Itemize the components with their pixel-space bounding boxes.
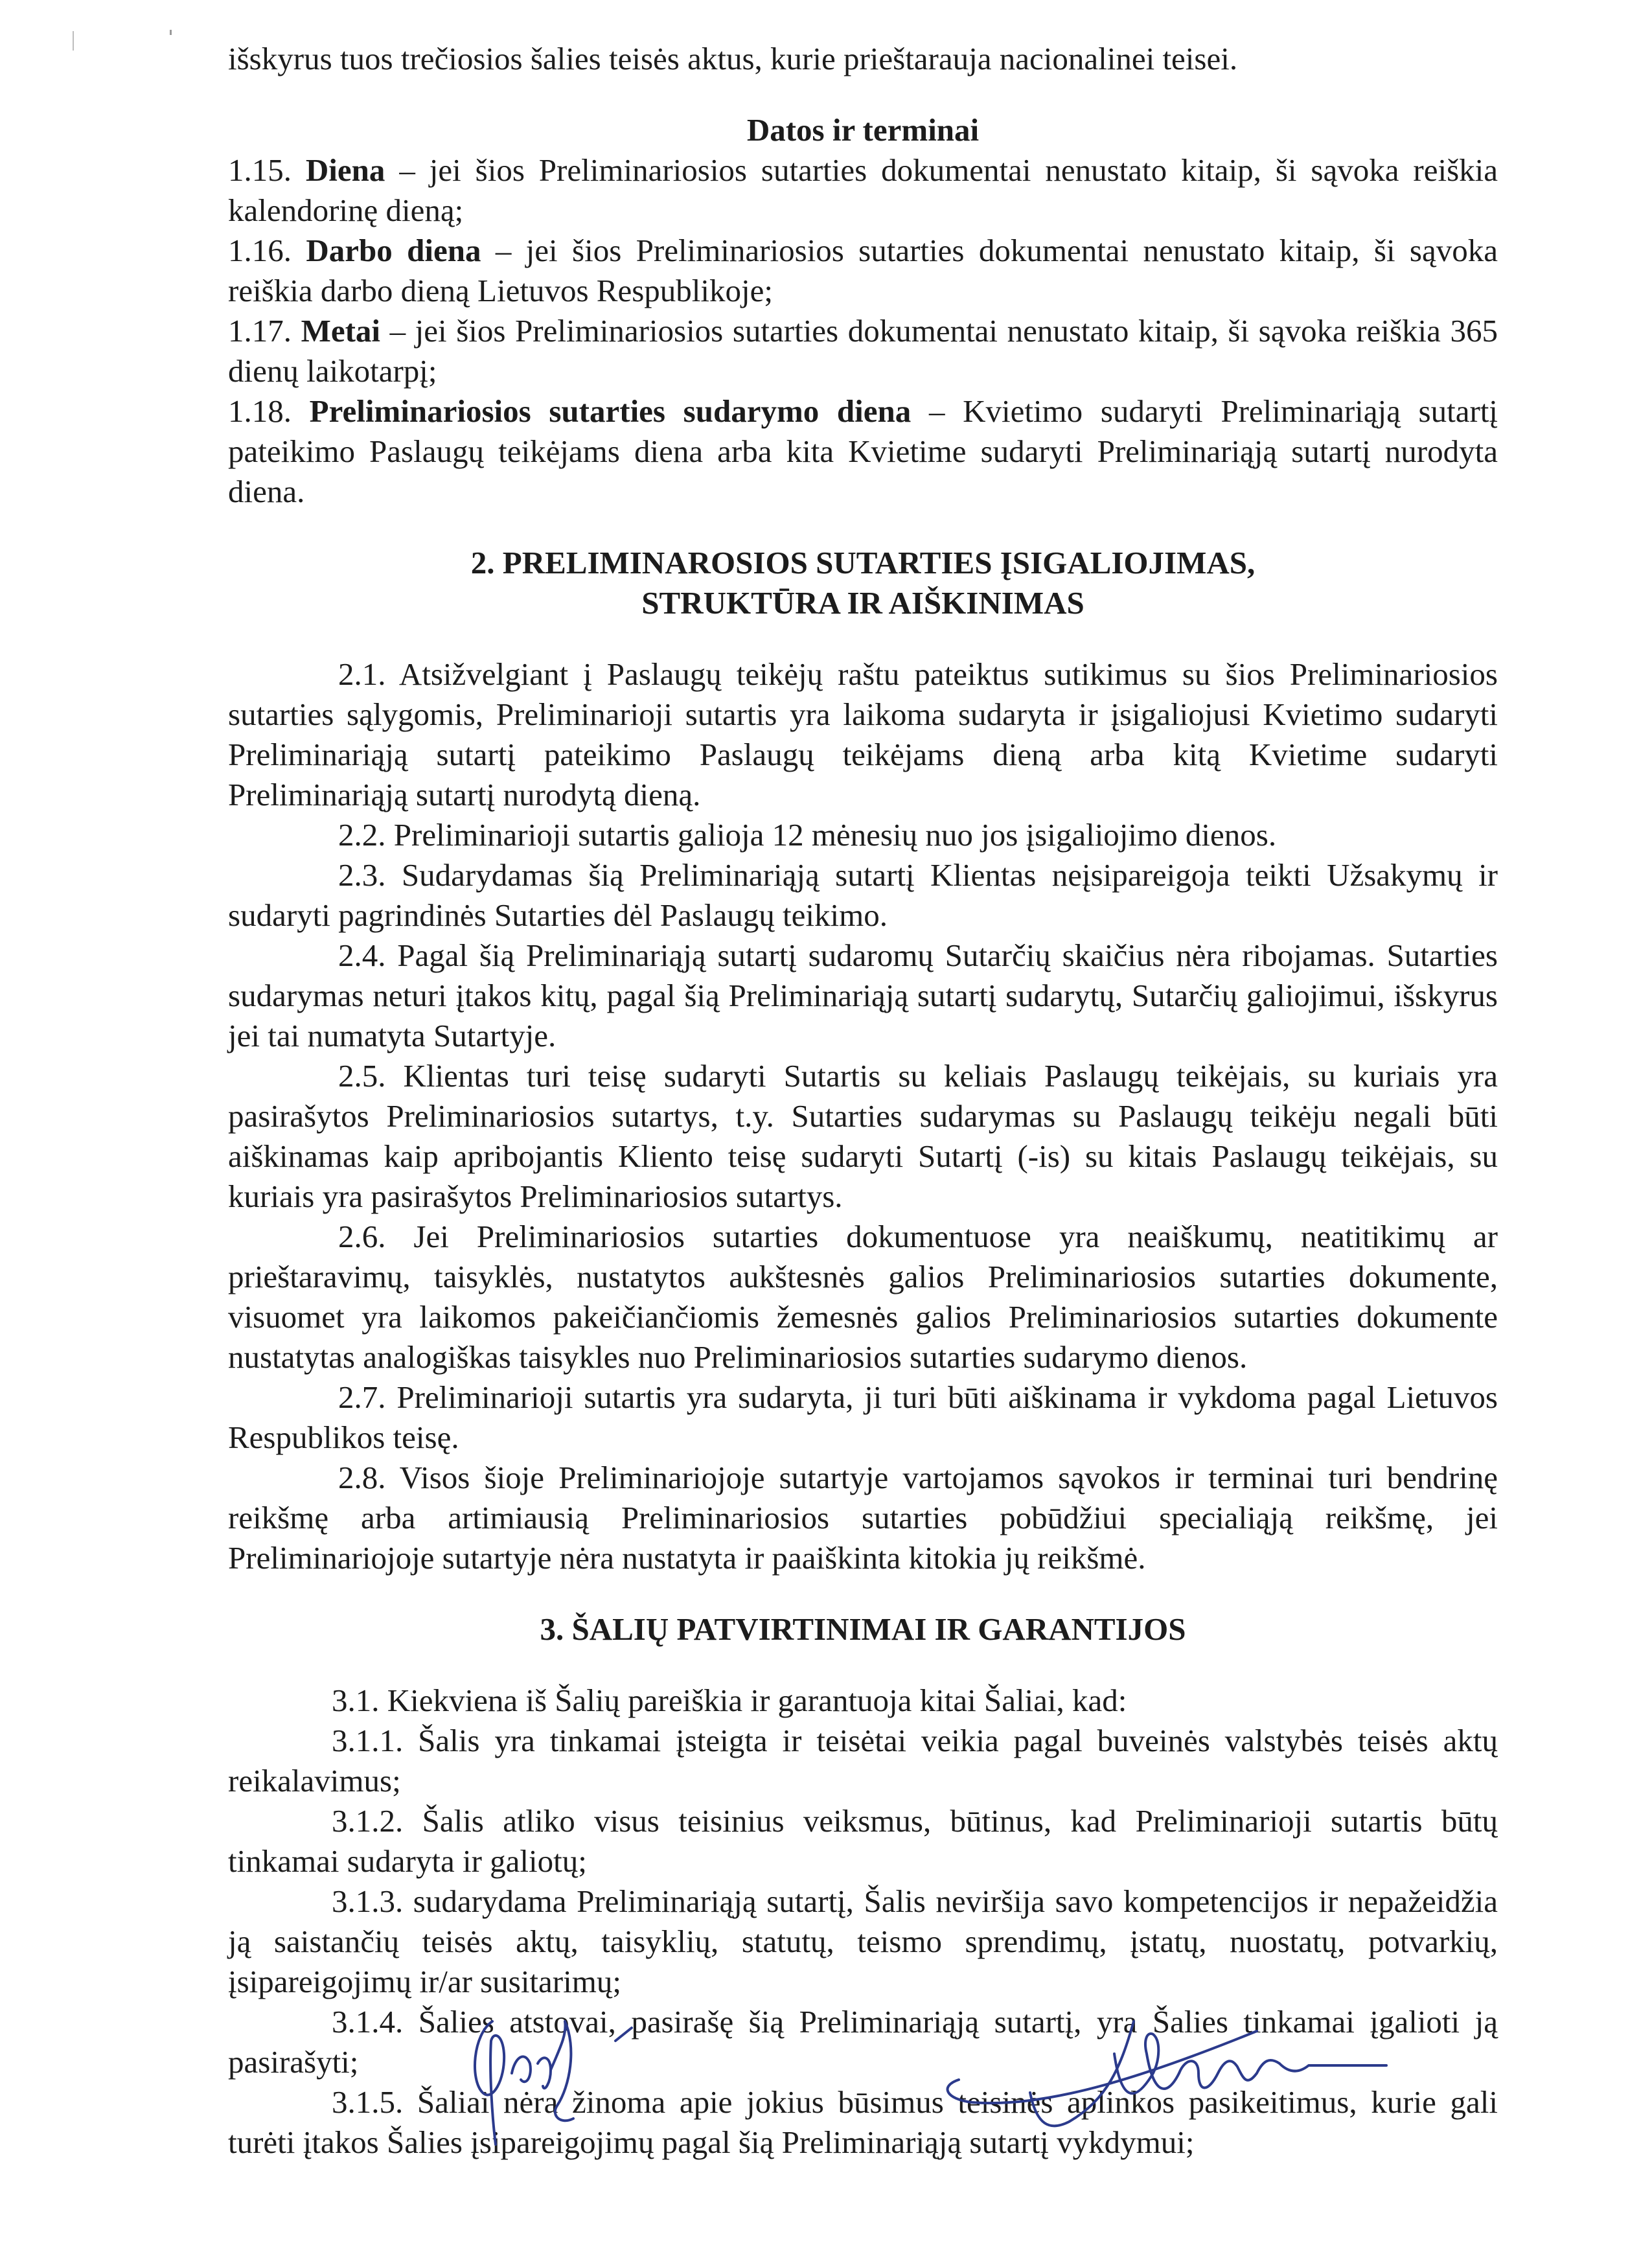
definition-1-16: 1.16. Darbo diena – jei šios Preliminariosios sutarties dokumentai nenustato kitaip, ši sąvoka reiškia darbo dieną Lietuvos Respublikoje; [228, 233, 1498, 308]
paragraph-2-2: 2.2. Preliminarioji sutartis galioja 12 mėnesių nuo jos įsigaliojimo dienos. [338, 817, 1277, 853]
paragraph-2-3: 2.3. Sudarydamas šią Preliminariąją sutartį Klientas neįsipareigoja teikti Užsakymų ir sudaryti pagrindinės Sutarties dėl Paslaugų teikimo. [228, 857, 1498, 933]
item-3-1-3: 3.1.3. sudarydama Preliminariąją sutartį, Šalis neviršija savo kompetencijos ir nepažeidžia ją saistančių teisės aktų, taisyklių, statutų, teismo sprendimų, įstatų, nuostatų, potvarkių, įsipareigojimų ir/ar susitarimų; [228, 1883, 1498, 1999]
definition-1-17: 1.17. Metai – jei šios Preliminariosios sutarties dokumentai nenustato kitaip, ši sąvoka reiškia 365 dienų laikotarpį; [228, 313, 1498, 389]
paragraph-2-7: 2.7. Preliminarioji sutartis yra sudaryta, ji turi būti aiškinama ir vykdoma pagal Lietuvos Respublikos teisę. [228, 1379, 1498, 1455]
scan-mark [73, 31, 78, 51]
item-3-1-1: 3.1.1. Šalis yra tinkamai įsteigta ir teisėtai veikia pagal buveinės valstybės teisės aktų reikalavimus; [228, 1723, 1498, 1799]
paragraph-2-1: 2.1. Atsižvelgiant į Paslaugų teikėjų raštu pateiktus sutikimus su šios Preliminariosios sutarties sąlygomis, Preliminarioji sutartis yra laikoma sudaryta ir įsigaliojusi Kvietimo sudaryti Preliminariąją sutartį pateikimo Paslaugų teikėjams dieną arba kitą Kvietime sudaryti Preliminariąją sutartį nurodytą dieną. [228, 656, 1498, 812]
definition-1-15: 1.15. Diena – jei šios Preliminariosios sutarties dokumentai nenustato kitaip, ši sąvoka reiškia kalendorinę dieną; [228, 152, 1498, 228]
section-3-title: 3. ŠALIŲ PATVIRTINIMAI IR GARANTIJOS [540, 1611, 1186, 1647]
item-3-1-5: 3.1.5. Šaliai nėra žinoma apie jokius būsimus teisinės aplinkos pasikeitimus, kurie gali turėti įtakos Šalies įsipareigojimų pagal šią Preliminariąją sutartį vykdymui; [228, 2084, 1498, 2160]
scan-mark [170, 30, 176, 35]
section-2-title: 2. PRELIMINAROSIOS SUTARTIES ĮSIGALIOJIMAS, STRUKTŪRA IR AIŠKINIMAS [470, 545, 1256, 621]
paragraph-2-8: 2.8. Visos šioje Preliminariojoje sutartyje vartojamos sąvokos ir terminai turi bendrinę reikšmę arba artimiausią Preliminariosios sutarties pobūdžiui specialiąją reikšmę, jei Preliminariojoje sutartyje nėra nustatyta ir paaiškinta kitokia jų reikšmė. [228, 1460, 1498, 1576]
definition-1-18: 1.18. Preliminariosios sutarties sudarymo diena – Kvietimo sudaryti Preliminariąją sutartį pateikimo Paslaugų teikėjams diena arba kita Kvietime sudaryti Preliminariąją sutartį nurodyta diena. [228, 393, 1498, 509]
subheading: Datos ir terminai [746, 112, 980, 148]
signature-left [453, 1995, 700, 2151]
signature-right [920, 1995, 1425, 2151]
item-3-1-4: 3.1.4. Šalies atstovai, pasirašę šią Preliminariąją sutartį, yra Šalies tinkamai įgalioti ją pasirašyti; [228, 2004, 1498, 2080]
paragraph-2-6: 2.6. Jei Preliminariosios sutarties dokumentuose yra neaiškumų, neatitikimų ar prieštaravimų, taisyklės, nustatytos aukštesnės galios Preliminariosios sutarties dokumente, visuomet yra laikomos pakeičiančiomis žemesnės galios Preliminariosios sutarties dokumente nustatytas analogiškas taisykles nuo Preliminariosios sutarties sudarymo dienos. [228, 1219, 1498, 1375]
paragraph-2-4: 2.4. Pagal šią Preliminariąją sutartį sudaromų Sutarčių skaičius nėra ribojamas. Sutarties sudarymas neturi įtakos kitų, pagal šią Preliminariąją sutartį sudarytų, Sutarčių galiojimui, išskyrus jei tai numatyta Sutartyje. [228, 937, 1498, 1053]
paragraph-2-5: 2.5. Klientas turi teisę sudaryti Sutartis su keliais Paslaugų teikėjais, su kuriais yra pasirašytos Preliminariosios sutartys, t.y. Sutarties sudarymas su Paslaugų teikėju negali būti aiškinamas kaip apribojantis Kliento teisę sudaryti Sutartį (-is) su kitais Paslaugų teikėjais, su kuriais yra pasirašytos Preliminariosios sutartys. [228, 1058, 1498, 1214]
item-3-1-2: 3.1.2. Šalis atliko visus teisinius veiksmus, būtinus, kad Preliminarioji sutartis būtų tinkamai sudaryta ir galiotų; [228, 1803, 1498, 1879]
paragraph-3-1: 3.1. Kiekviena iš Šalių pareiškia ir garantuoja kitai Šaliai, kad: [332, 1683, 1127, 1718]
intro-line: išskyrus tuos trečiosios šalies teisės aktus, kurie prieštarauja nacionalinei teisei. [228, 41, 1238, 76]
document-body [228, 39, 1498, 2163]
